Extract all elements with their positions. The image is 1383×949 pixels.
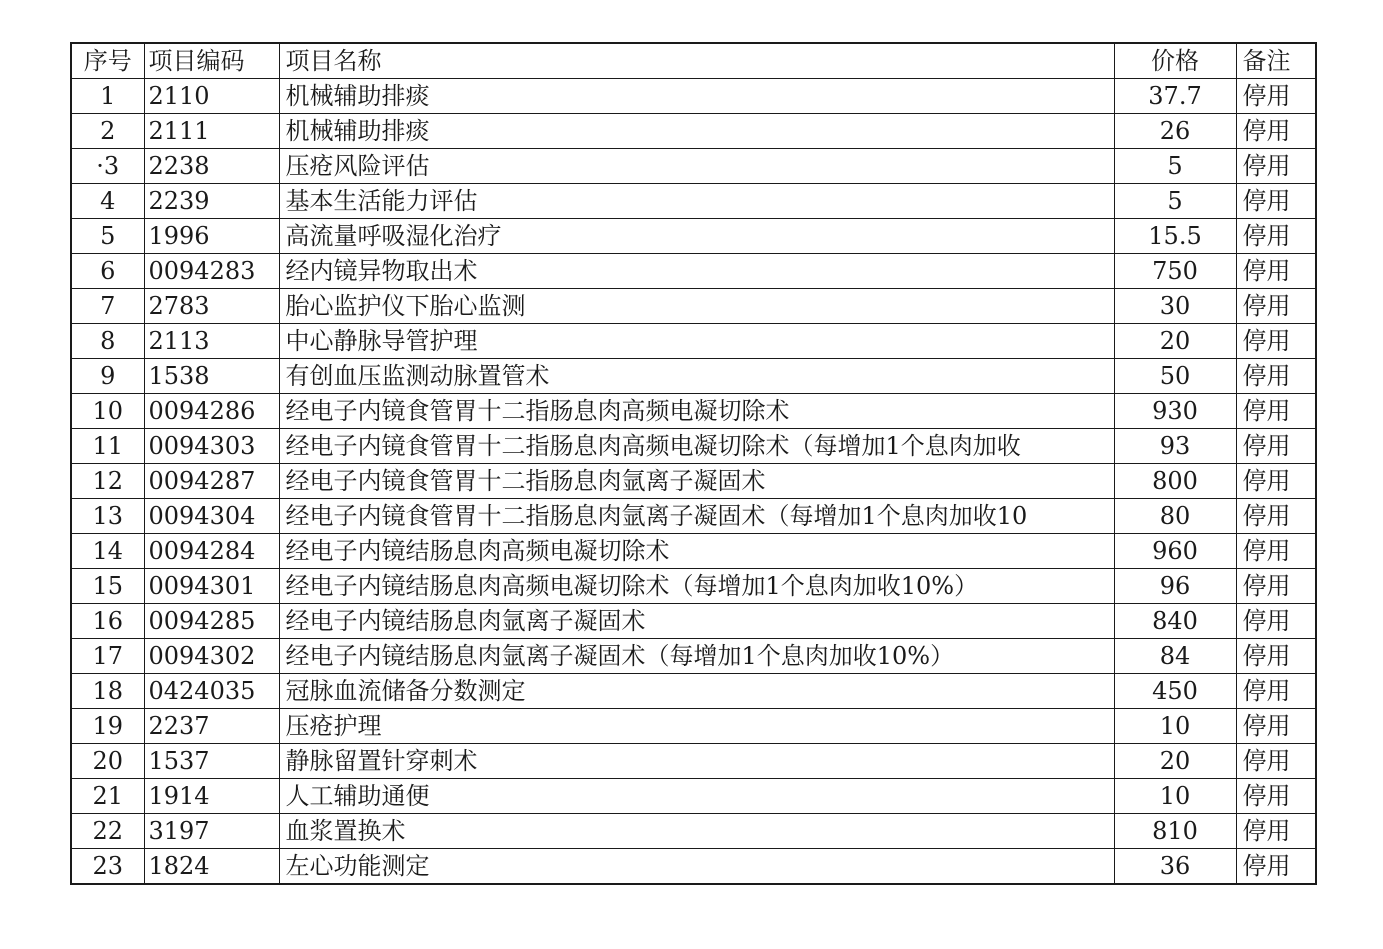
cell-note: 停用 xyxy=(1236,359,1316,394)
cell-price: 840 xyxy=(1114,604,1236,639)
cell-note: 停用 xyxy=(1236,324,1316,359)
table-row xyxy=(71,674,1316,709)
cell-code: 0424035 xyxy=(144,674,279,709)
cell-note: 停用 xyxy=(1236,289,1316,324)
cell-note: 停用 xyxy=(1236,394,1316,429)
table-body xyxy=(71,79,1316,885)
cell-code: 0094301 xyxy=(144,569,279,604)
table-row xyxy=(71,79,1316,114)
cell-note: 停用 xyxy=(1236,604,1316,639)
cell-code: 1996 xyxy=(144,219,279,254)
table-row xyxy=(71,394,1316,429)
cell-seq: 18 xyxy=(71,674,144,709)
cell-note: 停用 xyxy=(1236,569,1316,604)
cell-name: 左心功能测定 xyxy=(279,849,1114,885)
cell-price: 750 xyxy=(1114,254,1236,289)
cell-note: 停用 xyxy=(1236,744,1316,779)
cell-price: 26 xyxy=(1114,114,1236,149)
cell-code: 0094304 xyxy=(144,499,279,534)
table-row xyxy=(71,219,1316,254)
cell-seq: 9 xyxy=(71,359,144,394)
cell-price: 810 xyxy=(1114,814,1236,849)
cell-name: 中心静脉导管护理 xyxy=(279,324,1114,359)
cell-name: 基本生活能力评估 xyxy=(279,184,1114,219)
cell-name: 有创血压监测动脉置管术 xyxy=(279,359,1114,394)
cell-price: 20 xyxy=(1114,324,1236,359)
cell-code: 0094283 xyxy=(144,254,279,289)
cell-name: 经电子内镜结肠息肉高频电凝切除术（每增加1个息肉加收10%） xyxy=(279,569,1114,604)
cell-note: 停用 xyxy=(1236,814,1316,849)
cell-seq: 11 xyxy=(71,429,144,464)
cell-name: 机械辅助排痰 xyxy=(279,79,1114,114)
cell-note: 停用 xyxy=(1236,499,1316,534)
header-seq: 序号 xyxy=(71,43,144,79)
cell-note: 停用 xyxy=(1236,429,1316,464)
cell-seq: 2 xyxy=(71,114,144,149)
cell-code: 2113 xyxy=(144,324,279,359)
table-header-row xyxy=(71,43,1316,79)
table-row xyxy=(71,324,1316,359)
cell-seq: 19 xyxy=(71,709,144,744)
cell-code: 1538 xyxy=(144,359,279,394)
cell-note: 停用 xyxy=(1236,219,1316,254)
table-row xyxy=(71,709,1316,744)
cell-price: 10 xyxy=(1114,779,1236,814)
header-name: 项目名称 xyxy=(279,43,1114,79)
cell-code: 2783 xyxy=(144,289,279,324)
cell-note: 停用 xyxy=(1236,114,1316,149)
cell-name: 高流量呼吸湿化治疗 xyxy=(279,219,1114,254)
cell-seq: ·3 xyxy=(71,149,144,184)
cell-name: 经电子内镜结肠息肉高频电凝切除术 xyxy=(279,534,1114,569)
cell-seq: 7 xyxy=(71,289,144,324)
table-row xyxy=(71,114,1316,149)
cell-code: 1537 xyxy=(144,744,279,779)
cell-code: 0094286 xyxy=(144,394,279,429)
cell-price: 10 xyxy=(1114,709,1236,744)
cell-code: 0094285 xyxy=(144,604,279,639)
table-row xyxy=(71,464,1316,499)
table-row xyxy=(71,814,1316,849)
cell-price: 36 xyxy=(1114,849,1236,885)
table-row xyxy=(71,534,1316,569)
cell-price: 5 xyxy=(1114,184,1236,219)
cell-code: 1914 xyxy=(144,779,279,814)
cell-note: 停用 xyxy=(1236,709,1316,744)
cell-code: 2239 xyxy=(144,184,279,219)
cell-name: 经电子内镜食管胃十二指肠息肉氩离子凝固术（每增加1个息肉加收10 xyxy=(279,499,1114,534)
cell-seq: 8 xyxy=(71,324,144,359)
cell-name: 压疮护理 xyxy=(279,709,1114,744)
table-row xyxy=(71,744,1316,779)
cell-name: 冠脉血流储备分数测定 xyxy=(279,674,1114,709)
table-row xyxy=(71,499,1316,534)
table-row xyxy=(71,429,1316,464)
cell-code: 0094287 xyxy=(144,464,279,499)
cell-price: 800 xyxy=(1114,464,1236,499)
cell-seq: 1 xyxy=(71,79,144,114)
cell-seq: 22 xyxy=(71,814,144,849)
cell-name: 经电子内镜食管胃十二指肠息肉高频电凝切除术（每增加1个息肉加收 xyxy=(279,429,1114,464)
table-row xyxy=(71,639,1316,674)
table-row xyxy=(71,569,1316,604)
cell-code: 0094302 xyxy=(144,639,279,674)
cell-note: 停用 xyxy=(1236,534,1316,569)
table-row xyxy=(71,359,1316,394)
cell-note: 停用 xyxy=(1236,849,1316,885)
cell-price: 5 xyxy=(1114,149,1236,184)
cell-seq: 5 xyxy=(71,219,144,254)
cell-name: 经电子内镜食管胃十二指肠息肉氩离子凝固术 xyxy=(279,464,1114,499)
cell-name: 经电子内镜食管胃十二指肠息肉高频电凝切除术 xyxy=(279,394,1114,429)
cell-code: 2238 xyxy=(144,149,279,184)
cell-price: 84 xyxy=(1114,639,1236,674)
cell-seq: 12 xyxy=(71,464,144,499)
cell-seq: 23 xyxy=(71,849,144,885)
price-table xyxy=(70,42,1317,885)
cell-price: 20 xyxy=(1114,744,1236,779)
cell-price: 450 xyxy=(1114,674,1236,709)
cell-note: 停用 xyxy=(1236,464,1316,499)
cell-name: 胎心监护仪下胎心监测 xyxy=(279,289,1114,324)
header-note: 备注 xyxy=(1236,43,1316,79)
table-row xyxy=(71,149,1316,184)
cell-code: 1824 xyxy=(144,849,279,885)
cell-price: 37.7 xyxy=(1114,79,1236,114)
cell-name: 经内镜异物取出术 xyxy=(279,254,1114,289)
cell-seq: 17 xyxy=(71,639,144,674)
cell-note: 停用 xyxy=(1236,184,1316,219)
cell-price: 30 xyxy=(1114,289,1236,324)
cell-code: 2237 xyxy=(144,709,279,744)
cell-note: 停用 xyxy=(1236,149,1316,184)
cell-seq: 14 xyxy=(71,534,144,569)
cell-note: 停用 xyxy=(1236,254,1316,289)
cell-code: 3197 xyxy=(144,814,279,849)
table-row xyxy=(71,604,1316,639)
table-row xyxy=(71,849,1316,885)
cell-seq: 13 xyxy=(71,499,144,534)
cell-seq: 15 xyxy=(71,569,144,604)
cell-name: 机械辅助排痰 xyxy=(279,114,1114,149)
header-price: 价格 xyxy=(1114,43,1236,79)
cell-name: 静脉留置针穿刺术 xyxy=(279,744,1114,779)
cell-seq: 20 xyxy=(71,744,144,779)
cell-price: 50 xyxy=(1114,359,1236,394)
cell-price: 960 xyxy=(1114,534,1236,569)
cell-price: 93 xyxy=(1114,429,1236,464)
cell-seq: 4 xyxy=(71,184,144,219)
cell-name: 经电子内镜结肠息肉氩离子凝固术（每增加1个息肉加收10%） xyxy=(279,639,1114,674)
cell-code: 2110 xyxy=(144,79,279,114)
table-row xyxy=(71,254,1316,289)
header-code: 项目编码 xyxy=(144,43,279,79)
cell-name: 经电子内镜结肠息肉氩离子凝固术 xyxy=(279,604,1114,639)
cell-price: 15.5 xyxy=(1114,219,1236,254)
cell-code: 2111 xyxy=(144,114,279,149)
cell-price: 80 xyxy=(1114,499,1236,534)
cell-price: 96 xyxy=(1114,569,1236,604)
table-row xyxy=(71,184,1316,219)
cell-seq: 16 xyxy=(71,604,144,639)
cell-note: 停用 xyxy=(1236,79,1316,114)
cell-note: 停用 xyxy=(1236,639,1316,674)
table-row xyxy=(71,289,1316,324)
cell-seq: 10 xyxy=(71,394,144,429)
cell-note: 停用 xyxy=(1236,779,1316,814)
cell-name: 压疮风险评估 xyxy=(279,149,1114,184)
cell-note: 停用 xyxy=(1236,674,1316,709)
cell-seq: 6 xyxy=(71,254,144,289)
cell-price: 930 xyxy=(1114,394,1236,429)
cell-code: 0094303 xyxy=(144,429,279,464)
cell-seq: 21 xyxy=(71,779,144,814)
table-row xyxy=(71,779,1316,814)
cell-code: 0094284 xyxy=(144,534,279,569)
cell-name: 血浆置换术 xyxy=(279,814,1114,849)
cell-name: 人工辅助通便 xyxy=(279,779,1114,814)
